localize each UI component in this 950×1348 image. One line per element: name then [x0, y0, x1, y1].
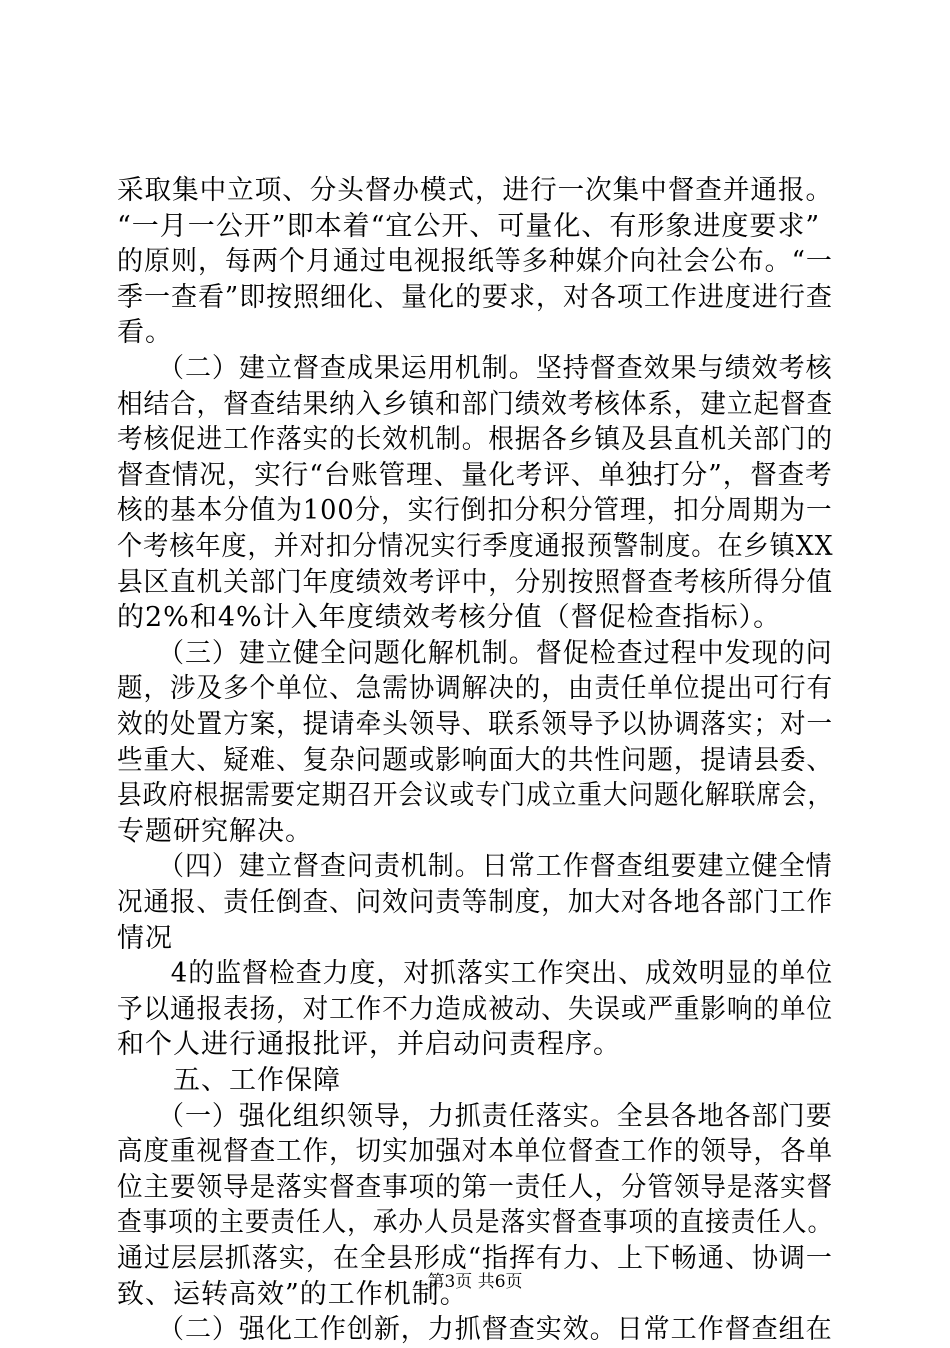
text-line: 效的处置方案，提请牵头领导、联系领导予以协调落实；对一	[117, 709, 834, 740]
text-line: 季一查看”即按照细化、量化的要求，对各项工作进度进行查	[117, 281, 833, 313]
text-line: （四）建立督查问责机制。日常工作督查组要建立健全情	[117, 851, 833, 883]
text-line: （二）强化工作创新，力抓督查实效。日常工作督查组在	[117, 1314, 833, 1346]
text-line: 些重大、疑难、复杂问题或影响面大的共性问题，提请县委、	[117, 744, 834, 776]
page-footer: 第3页 共6页	[427, 1272, 523, 1292]
text-line: “一月一公开”即本着“宜公开、可量化、有形象进度要求”	[117, 210, 821, 242]
text-line: 看。	[117, 317, 173, 349]
text-line: 五、工作保障	[117, 1065, 341, 1096]
text-line: （一）强化组织领导，力抓责任落实。全县各地各部门要	[117, 1100, 833, 1132]
text-line: 高度重视督查工作，切实加强对本单位督查工作的领导，各单	[117, 1136, 834, 1168]
text-line: 予以通报表扬，对工作不力造成被动、失误或严重影响的单位	[117, 993, 834, 1025]
text-line: 考核促进工作落实的长效机制。根据各乡镇及县直机关部门的	[117, 424, 834, 456]
text-line: 采取集中立项、分头督办模式，进行一次集中督查并通报。	[117, 175, 833, 206]
text-line: 的原则，每两个月通过电视报纸等多种媒介向社会公布。“一	[117, 246, 833, 278]
text-line: 专题研究解决。	[117, 815, 313, 847]
text-line: 县政府根据需要定期召开会议或专门成立重大问题化解联席会，	[117, 780, 834, 812]
text-line: 况通报、责任倒查、问效问责等制度，加大对各地各部门工作	[117, 887, 834, 918]
text-line: 位主要领导是落实督查事项的第一责任人，分管领导是落实督	[117, 1171, 834, 1203]
text-line: 县区直机关部门年度绩效考评中，分别按照督查考核所得分值	[117, 566, 834, 598]
text-line: 通过层层抓落实，在全县形成“指挥有力、上下畅通、协调一	[117, 1243, 833, 1274]
text-line: 查事项的主要责任人，承办人员是落实督查事项的直接责任人。	[117, 1207, 834, 1239]
text-line: 和个人进行通报批评，并启动问责程序。	[117, 1029, 621, 1061]
text-line: 相结合，督查结果纳入乡镇和部门绩效考核体系，建立起督查	[117, 388, 834, 420]
text-line: 4的监督检查力度，对抓落实工作突出、成效明显的单位	[117, 958, 834, 990]
text-line: （三）建立健全问题化解机制。督促检查过程中发现的问	[117, 637, 833, 669]
text-line: 的2%和4%计入年度绩效考核分值（督促检查指标）。	[117, 602, 782, 634]
text-line: 个考核年度，并对扣分情况实行季度通报预警制度。在乡镇XX	[117, 531, 834, 562]
text-line: 督查情况，实行“台账管理、量化考评、单独打分”，督查考	[117, 459, 833, 491]
text-line: 题，涉及多个单位、急需协调解决的，由责任单位提出可行有	[117, 673, 834, 705]
text-line: （二）建立督查成果运用机制。坚持督查效果与绩效考核	[117, 353, 833, 384]
text-line: 核的基本分值为100分，实行倒扣分积分管理，扣分周期为一	[117, 495, 833, 527]
text-line: 致、运转高效”的工作机制。	[117, 1278, 468, 1310]
text-line: 情况	[117, 922, 173, 954]
